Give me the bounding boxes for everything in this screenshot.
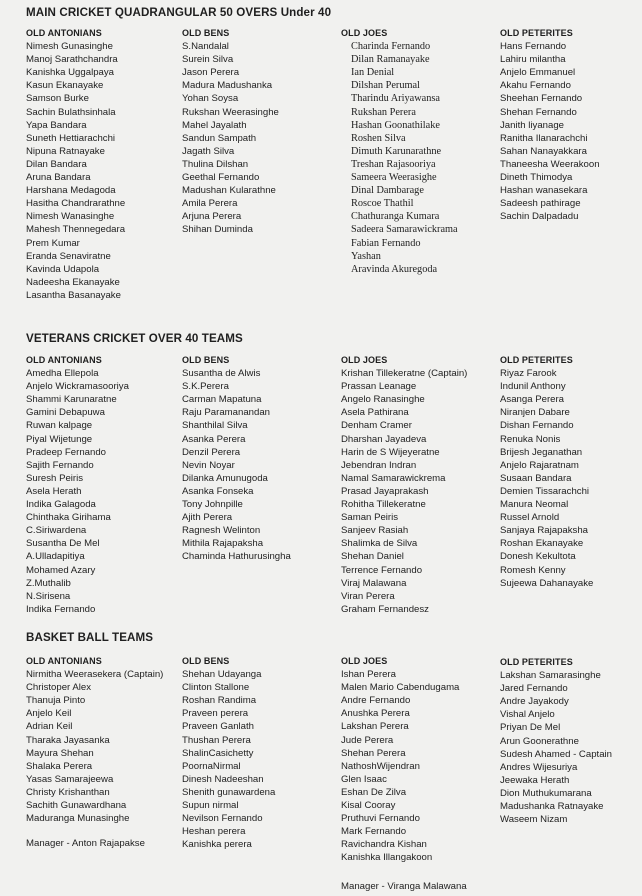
player-name: Pruthuvi Fernando [341, 813, 420, 825]
player-name: Andre Fernando [341, 695, 411, 707]
player-name: Rohitha Tillekeratne [341, 499, 426, 511]
player-name: Yasas Samarajeewa [26, 773, 114, 785]
player-name: Malen Mario Cabendugama [341, 682, 460, 694]
player-name: Dimuth Karunarathne [351, 145, 442, 157]
player-name: Amila Perera [182, 198, 238, 210]
player-name: Kasun Ekanayake [26, 80, 104, 92]
player-name: Jason Perera [182, 67, 240, 79]
player-name: Chaminda Hathurusingha [182, 551, 291, 563]
player-name: A.Ulladapitiya [26, 551, 85, 563]
team-header: OLD ANTONIANS [26, 656, 102, 666]
player-name: Clinton Stallone [182, 682, 250, 694]
team-column-old-peterites [500, 656, 612, 826]
player-name: Susantha de Alwis [182, 368, 261, 380]
player-name: Manura Neomal [500, 499, 569, 511]
team-header: OLD JOES [341, 28, 388, 38]
player-name: Sachith Gunawardhana [26, 800, 127, 812]
player-name: Dharshan Jayadeva [341, 433, 427, 445]
manager-old-joes: Manager - Viranga Malawana [341, 881, 467, 892]
player-name: Sanjeev Rasiah [341, 525, 409, 537]
player-name: Shihan Duminda [182, 224, 253, 236]
player-name: Harshana Medagoda [26, 185, 116, 197]
team-header: OLD BENS [182, 355, 230, 365]
team-header: OLD JOES [341, 355, 388, 365]
section-title-basketball: BASKET BALL TEAMS [26, 631, 154, 644]
team-column-old-antonians [26, 655, 163, 825]
player-name: Dilshan Perumal [351, 80, 420, 92]
player-name: Shalimka de Silva [341, 538, 418, 550]
team-column-old-peterites [500, 354, 593, 590]
player-name: Jared Fernando [500, 683, 568, 695]
player-name: Priyan De Mel [500, 722, 561, 734]
player-name: Eranda Senaviratne [26, 250, 111, 262]
team-header: OLD PETERITES [500, 28, 573, 38]
player-name: Ravichandra Kishan [341, 839, 427, 851]
player-name: Niranjen Dabare [500, 407, 570, 419]
player-name: C.Siriwardena [26, 525, 87, 537]
player-name: Shehan Perera [341, 747, 406, 759]
player-name: Kanishka perera [182, 839, 252, 851]
player-name: Lakshan Samarasinghe [500, 670, 601, 682]
player-name: Adrian Keil [26, 721, 73, 733]
player-name: Raju Paramanandan [182, 407, 271, 419]
player-name: Nimesh Wanasinghe [26, 211, 115, 223]
player-name: Indika Fernando [26, 603, 96, 615]
team-header: OLD JOES [341, 656, 388, 666]
player-name: Asanga Perera [500, 394, 564, 406]
player-name: Asela Pathirana [341, 407, 409, 419]
player-name: Viran Perera [341, 590, 395, 602]
player-name: Jagath Silva [182, 145, 235, 157]
player-name: Heshan perera [182, 826, 246, 838]
player-name: Akahu Fernando [500, 80, 571, 92]
player-name: ShalinCasichetty [182, 747, 254, 759]
player-name: Mohamed Azary [26, 564, 96, 576]
player-name: Kisal Cooray [341, 800, 396, 812]
player-name: Vishal Anjelo [500, 709, 555, 721]
player-name: Mahesh Thennegedara [26, 224, 126, 236]
player-name: Supun nirmal [182, 800, 239, 812]
player-name: Gamini Debapuwa [26, 407, 105, 419]
player-name: Tharindu Ariyawansa [351, 93, 440, 105]
player-name: Sanjaya Rajapaksha [500, 525, 589, 537]
player-name: Maduranga Munasinghe [26, 813, 130, 825]
team-column-old-bens [182, 655, 275, 851]
player-name: Donesh Kekultota [500, 551, 576, 563]
player-name: Kanishka Uggalpaya [26, 67, 115, 79]
player-name: Dilan Bandara [26, 158, 87, 170]
player-name: Ranitha Ilanarachchi [500, 132, 588, 144]
player-name: Christoper Alex [26, 682, 92, 694]
player-name: Arjuna Perera [182, 211, 242, 223]
player-name: Tony Johnpille [182, 499, 243, 511]
player-name: Manoj Sarathchandra [26, 54, 118, 66]
player-name: Rukshan Weerasinghe [182, 106, 279, 118]
player-name: Prem Kumar [26, 237, 80, 249]
player-name: Renuka Nonis [500, 433, 561, 445]
team-column-old-joes [341, 354, 467, 616]
player-name: Riyaz Farook [500, 368, 557, 380]
manager-old-antonians: Manager - Anton Rajapakse [26, 838, 145, 849]
player-name: Romesh Kenny [500, 564, 566, 576]
player-name: Prassan Leanage [341, 381, 417, 393]
player-name: Charinda Fernando [351, 41, 431, 53]
player-name: Madushanka Ratnayake [500, 801, 604, 813]
player-name: Nadeesha Ekanayake [26, 276, 120, 288]
player-name: Chathuranga Kumara [351, 211, 440, 223]
player-name: Eshan De Zilva [341, 786, 407, 798]
player-name: Waseem Nizam [500, 814, 568, 826]
team-column-old-joes [341, 27, 458, 276]
player-name: Christy Krishanthan [26, 786, 110, 798]
player-name: Nipuna Ratnayake [26, 145, 105, 157]
player-name: Sadeera Samarawickrama [351, 224, 458, 236]
player-name: Mahel Jayalath [182, 119, 247, 131]
player-name: Kanishka Illangakoon [341, 852, 433, 864]
player-name: Chinthaka Girihama [26, 512, 111, 524]
player-name: Thulina Dilshan [182, 158, 249, 170]
player-name: Sujeewa Dahanayake [500, 577, 594, 589]
player-name: Thaneesha Weerakoon [500, 158, 600, 170]
player-name: Susantha De Mel [26, 538, 100, 550]
player-name: Mayura Shehan [26, 747, 94, 759]
player-name: Lasantha Basanayake [26, 289, 121, 301]
team-header: OLD ANTONIANS [26, 355, 102, 365]
player-name: Arun Goonerathne [500, 735, 579, 747]
player-name: Dilan Ramanayake [351, 54, 430, 66]
player-name: Surein Silva [182, 54, 234, 66]
player-name: Carman Mapatuna [182, 394, 262, 406]
player-name: Thushan Perera [182, 734, 251, 746]
player-name: Suresh Peiris [26, 472, 84, 484]
player-name: Roscoe Thathil [351, 198, 414, 210]
team-column-old-bens [182, 354, 291, 564]
player-name: Praveen Ganlath [182, 721, 254, 733]
player-name: Geethal Fernando [182, 172, 260, 184]
player-name: Asanka Perera [182, 433, 246, 445]
player-name: Sudesh Ahamed - Captain [500, 748, 613, 760]
player-name: Dinal Dambarage [351, 185, 424, 197]
player-name: Roshan Randima [182, 695, 257, 707]
player-name: Samson Burke [26, 93, 89, 105]
player-name: Shehan Daniel [341, 551, 404, 563]
team-column-old-bens [182, 27, 279, 237]
player-name: Andre Jayakody [500, 696, 569, 708]
team-column-old-antonians [26, 354, 129, 616]
player-name: Angelo Ranasinghe [341, 394, 425, 406]
player-name: Indika Galagoda [26, 499, 96, 511]
player-name: Sajith Fernando [26, 459, 94, 471]
player-name: PoornaNirmal [182, 760, 241, 772]
player-name: Nirmitha Weerasekera (Captain) [26, 669, 164, 681]
player-name: Amedha Ellepola [26, 368, 99, 380]
player-name: Z.Muthalib [26, 577, 71, 589]
player-name: Lakshan Perera [341, 721, 409, 733]
player-name: Madushan Kularathne [182, 185, 276, 197]
player-name: Ruwan kalpage [26, 420, 93, 432]
player-name: Shehan Udayanga [182, 669, 262, 681]
player-name: Sameera Weerasighe [351, 172, 437, 184]
player-name: Susaan Bandara [500, 472, 572, 484]
player-name: Dishan Fernando [500, 420, 574, 432]
player-name: Nevin Noyar [182, 459, 235, 471]
player-name: Kavinda Udapola [26, 263, 100, 275]
team-header: OLD PETERITES [500, 355, 573, 365]
player-name: Shammi Karunaratne [26, 394, 117, 406]
player-name: Sachin Bulathsinhala [26, 106, 116, 118]
player-name: Fabian Fernando [351, 237, 421, 249]
player-name: Roshan Ekanayake [500, 538, 584, 550]
player-name: Shehan Fernando [500, 106, 577, 118]
player-name: Hashan wanasekara [500, 185, 588, 197]
team-header: OLD ANTONIANS [26, 28, 102, 38]
player-name: Sahan Nanayakkara [500, 145, 587, 157]
player-name: Yashan [351, 250, 381, 262]
player-name: Krishan Tillekeratne (Captain) [341, 368, 468, 380]
section-title-main-cricket: MAIN CRICKET QUADRANGULAR 50 OVERS Under 40 [26, 6, 332, 19]
player-name: Jeewaka Herath [500, 774, 570, 786]
player-name: Yapa Bandara [26, 119, 87, 131]
player-name: Dineth Thimodya [500, 172, 573, 184]
player-name: Denham Cramer [341, 420, 412, 432]
player-name: Demien Tissarachchi [500, 485, 590, 497]
player-name: Prasad Jayaprakash [341, 485, 429, 497]
player-name: Saman Peiris [341, 512, 399, 524]
team-column-old-antonians [26, 27, 125, 302]
player-name: Ishan Perera [341, 669, 396, 681]
player-name: Graham Fernandesz [341, 603, 429, 615]
player-name: Shanthilal Silva [182, 420, 248, 432]
player-name: Terrence Fernando [341, 564, 423, 576]
player-name: Roshen Silva [351, 132, 406, 144]
player-name: Anjelo Emmanuel [500, 67, 576, 79]
player-name: Nevilson Fernando [182, 813, 263, 825]
player-name: Anushka Perera [341, 708, 410, 720]
section-title-veterans-cricket: VETERANS CRICKET OVER 40 TEAMS [26, 332, 243, 345]
player-name: Hans Fernando [500, 41, 567, 53]
player-name: Pradeep Fernando [26, 446, 107, 458]
player-name: Jude Perera [341, 734, 394, 746]
player-name: Jebendran Indran [341, 459, 417, 471]
player-name: Hashan Goonathilake [351, 119, 440, 131]
player-name: Anjelo Rajaratnam [500, 459, 579, 471]
player-name: Praveen perera [182, 708, 249, 720]
player-name: Asela Herath [26, 485, 82, 497]
player-name: Ragnesh Welinton [182, 525, 261, 537]
player-name: Harin de S Wijeyeratne [341, 446, 440, 458]
player-name: Sandun Sampath [182, 132, 257, 144]
player-name: Madura Madushanka [182, 80, 273, 92]
player-name: Anjelo Wickramasooriya [26, 381, 129, 393]
player-name: Tharaka Jayasanka [26, 734, 110, 746]
team-header: OLD BENS [182, 656, 230, 666]
player-name: Thanuja Pinto [26, 695, 86, 707]
player-name: Dilanka Amunugoda [182, 472, 268, 484]
player-name: Andres Wijesuriya [500, 761, 578, 773]
player-name: Glen Isaac [341, 773, 387, 785]
player-name: Janith liyanage [500, 119, 565, 131]
team-header: OLD BENS [182, 28, 230, 38]
player-name: Namal Samarawickrema [341, 472, 446, 484]
player-name: Dion Muthukumarana [500, 787, 592, 799]
player-name: S.Nandalal [182, 41, 229, 53]
player-name: Indunil Anthony [500, 381, 566, 393]
player-name: Brijesh Jeganathan [500, 446, 583, 458]
player-name: Mark Fernando [341, 826, 407, 838]
player-name: Shalaka Perera [26, 760, 93, 772]
player-name: Aruna Bandara [26, 172, 91, 184]
player-name: Hasitha Chandrarathne [26, 198, 126, 210]
player-name: Rukshan Perera [351, 106, 416, 118]
player-name: Mithila Rajapaksha [182, 538, 264, 550]
player-name: Yohan Soysa [182, 93, 239, 105]
player-name: Piyal Wijetunge [26, 433, 93, 445]
player-name: N.Sirisena [26, 590, 71, 602]
player-name: Treshan Rajasooriya [351, 158, 436, 170]
player-name: S.K.Perera [182, 381, 229, 393]
player-name: Ajith Perera [182, 512, 233, 524]
player-name: Sadeesh pathirage [500, 198, 581, 210]
player-name: Russel Arnold [500, 512, 560, 524]
player-name: Ian Denial [351, 67, 395, 79]
team-column-old-peterites [500, 27, 600, 223]
player-name: Sheehan Fernando [500, 93, 583, 105]
team-column-old-joes [341, 655, 459, 865]
player-name: Dinesh Nadeeshan [182, 773, 264, 785]
player-name: Sachin Dalpadadu [500, 211, 579, 223]
player-name: Viraj Malawana [341, 577, 407, 589]
player-name: Shenith gunawardena [182, 786, 276, 798]
player-name: Lahiru milantha [500, 54, 566, 66]
player-name: Denzil Perera [182, 446, 241, 458]
player-name: Suneth Hettiarachchi [26, 132, 116, 144]
player-name: NathoshWijendran [341, 760, 420, 772]
player-name: Asanka Fonseka [182, 485, 254, 497]
team-header: OLD PETERITES [500, 657, 573, 667]
player-name: Aravinda Akuregoda [351, 263, 438, 275]
player-name: Nimesh Gunasinghe [26, 41, 113, 53]
player-name: Anjelo Keil [26, 708, 72, 720]
